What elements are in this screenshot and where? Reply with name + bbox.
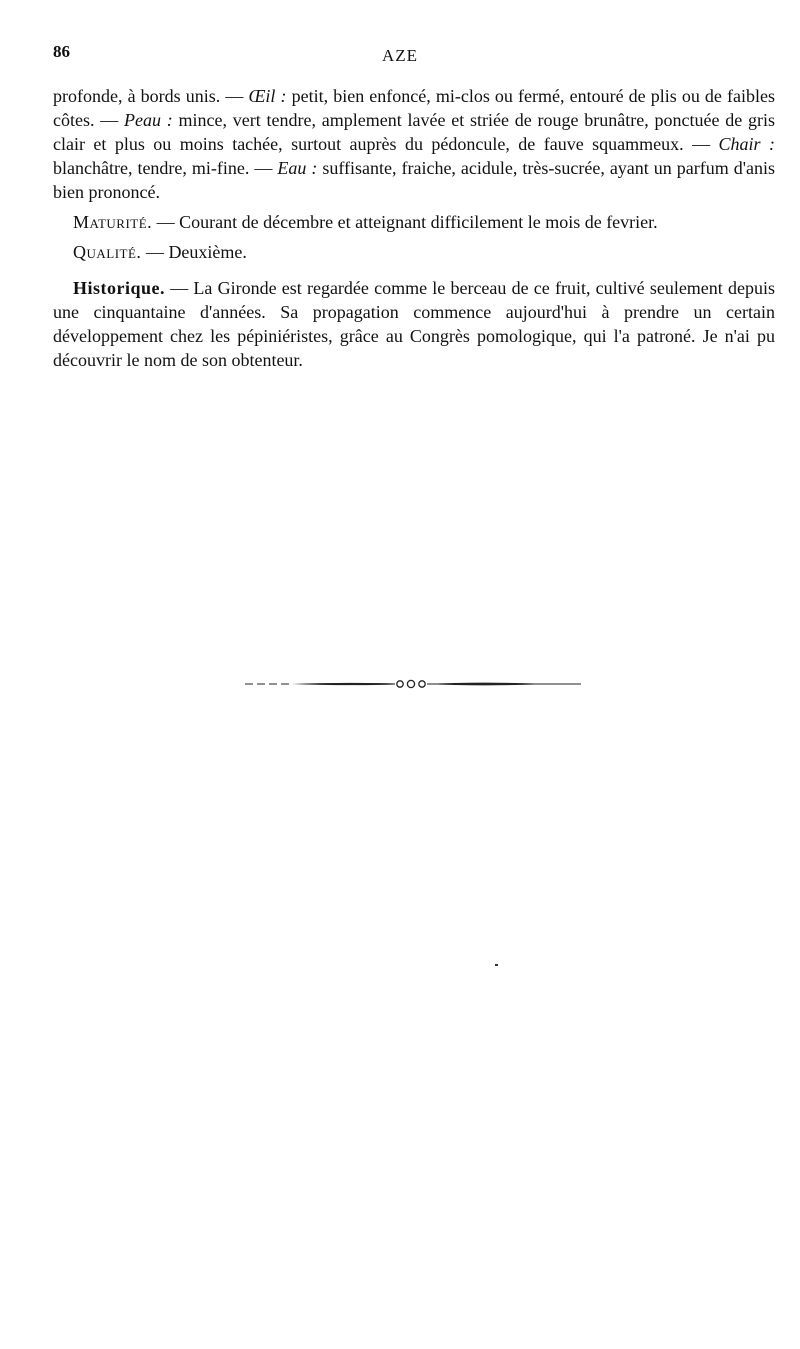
qualite-text: — Deuxième. (141, 242, 247, 262)
historique-label: Historique. (73, 278, 166, 298)
label-oeil: Œil : (248, 86, 287, 106)
description-text-3: mince, vert tendre, amplement lavée et striée de rouge brunâtre, ponctuée de gris clair et plus ou moins tachée, surtout auprès du pédoncule, de fauve squammeux. — (53, 110, 776, 154)
label-eau: Eau : (277, 158, 318, 178)
description-paragraph (53, 84, 775, 204)
maturite-paragraph (53, 210, 775, 234)
running-title: AZE (381, 46, 419, 65)
page-body (53, 84, 775, 372)
qualite-label: Qualité. (73, 242, 142, 262)
label-chair: Chair : (718, 134, 775, 154)
description-text-4: blanchâtre, tendre, mi-fine. — (53, 158, 278, 178)
historique-paragraph (53, 276, 775, 372)
description-text-5: suffisante, fraiche, acidule, très-sucrée, ayant un parfum d'anis bien prononcé. (53, 158, 775, 202)
maturite-text: — Courant de décembre et atteignant difficilement le mois de fevrier. (152, 212, 658, 232)
divider-bead (407, 680, 414, 687)
label-peau: Peau : (124, 110, 173, 130)
historique-text: — La Gironde est regardée comme le berceau de ce fruit, cultivé seulement depuis une cinquantaine d'années. Sa propagation commence aujourd'hui à prendre un certain développement chez les pépiniéristes, grâce au Congrès pomologique, qui l'a patroné. Je n'ai pu découvrir le nom de son obtenteur. (53, 278, 775, 370)
description-text-2: petit, bien enfoncé, mi-clos ou fermé, entouré de plis ou de faibles côtes. — (53, 86, 775, 130)
divider-bead (397, 681, 403, 687)
description-text-1: profonde, à bords unis. — (53, 86, 249, 106)
qualite-paragraph (53, 240, 775, 264)
ornamental-divider (245, 676, 581, 692)
page-number: 86 (53, 42, 70, 61)
divider-bead (419, 681, 425, 687)
maturite-label: Maturité. (73, 212, 153, 232)
ink-speck (495, 964, 498, 966)
